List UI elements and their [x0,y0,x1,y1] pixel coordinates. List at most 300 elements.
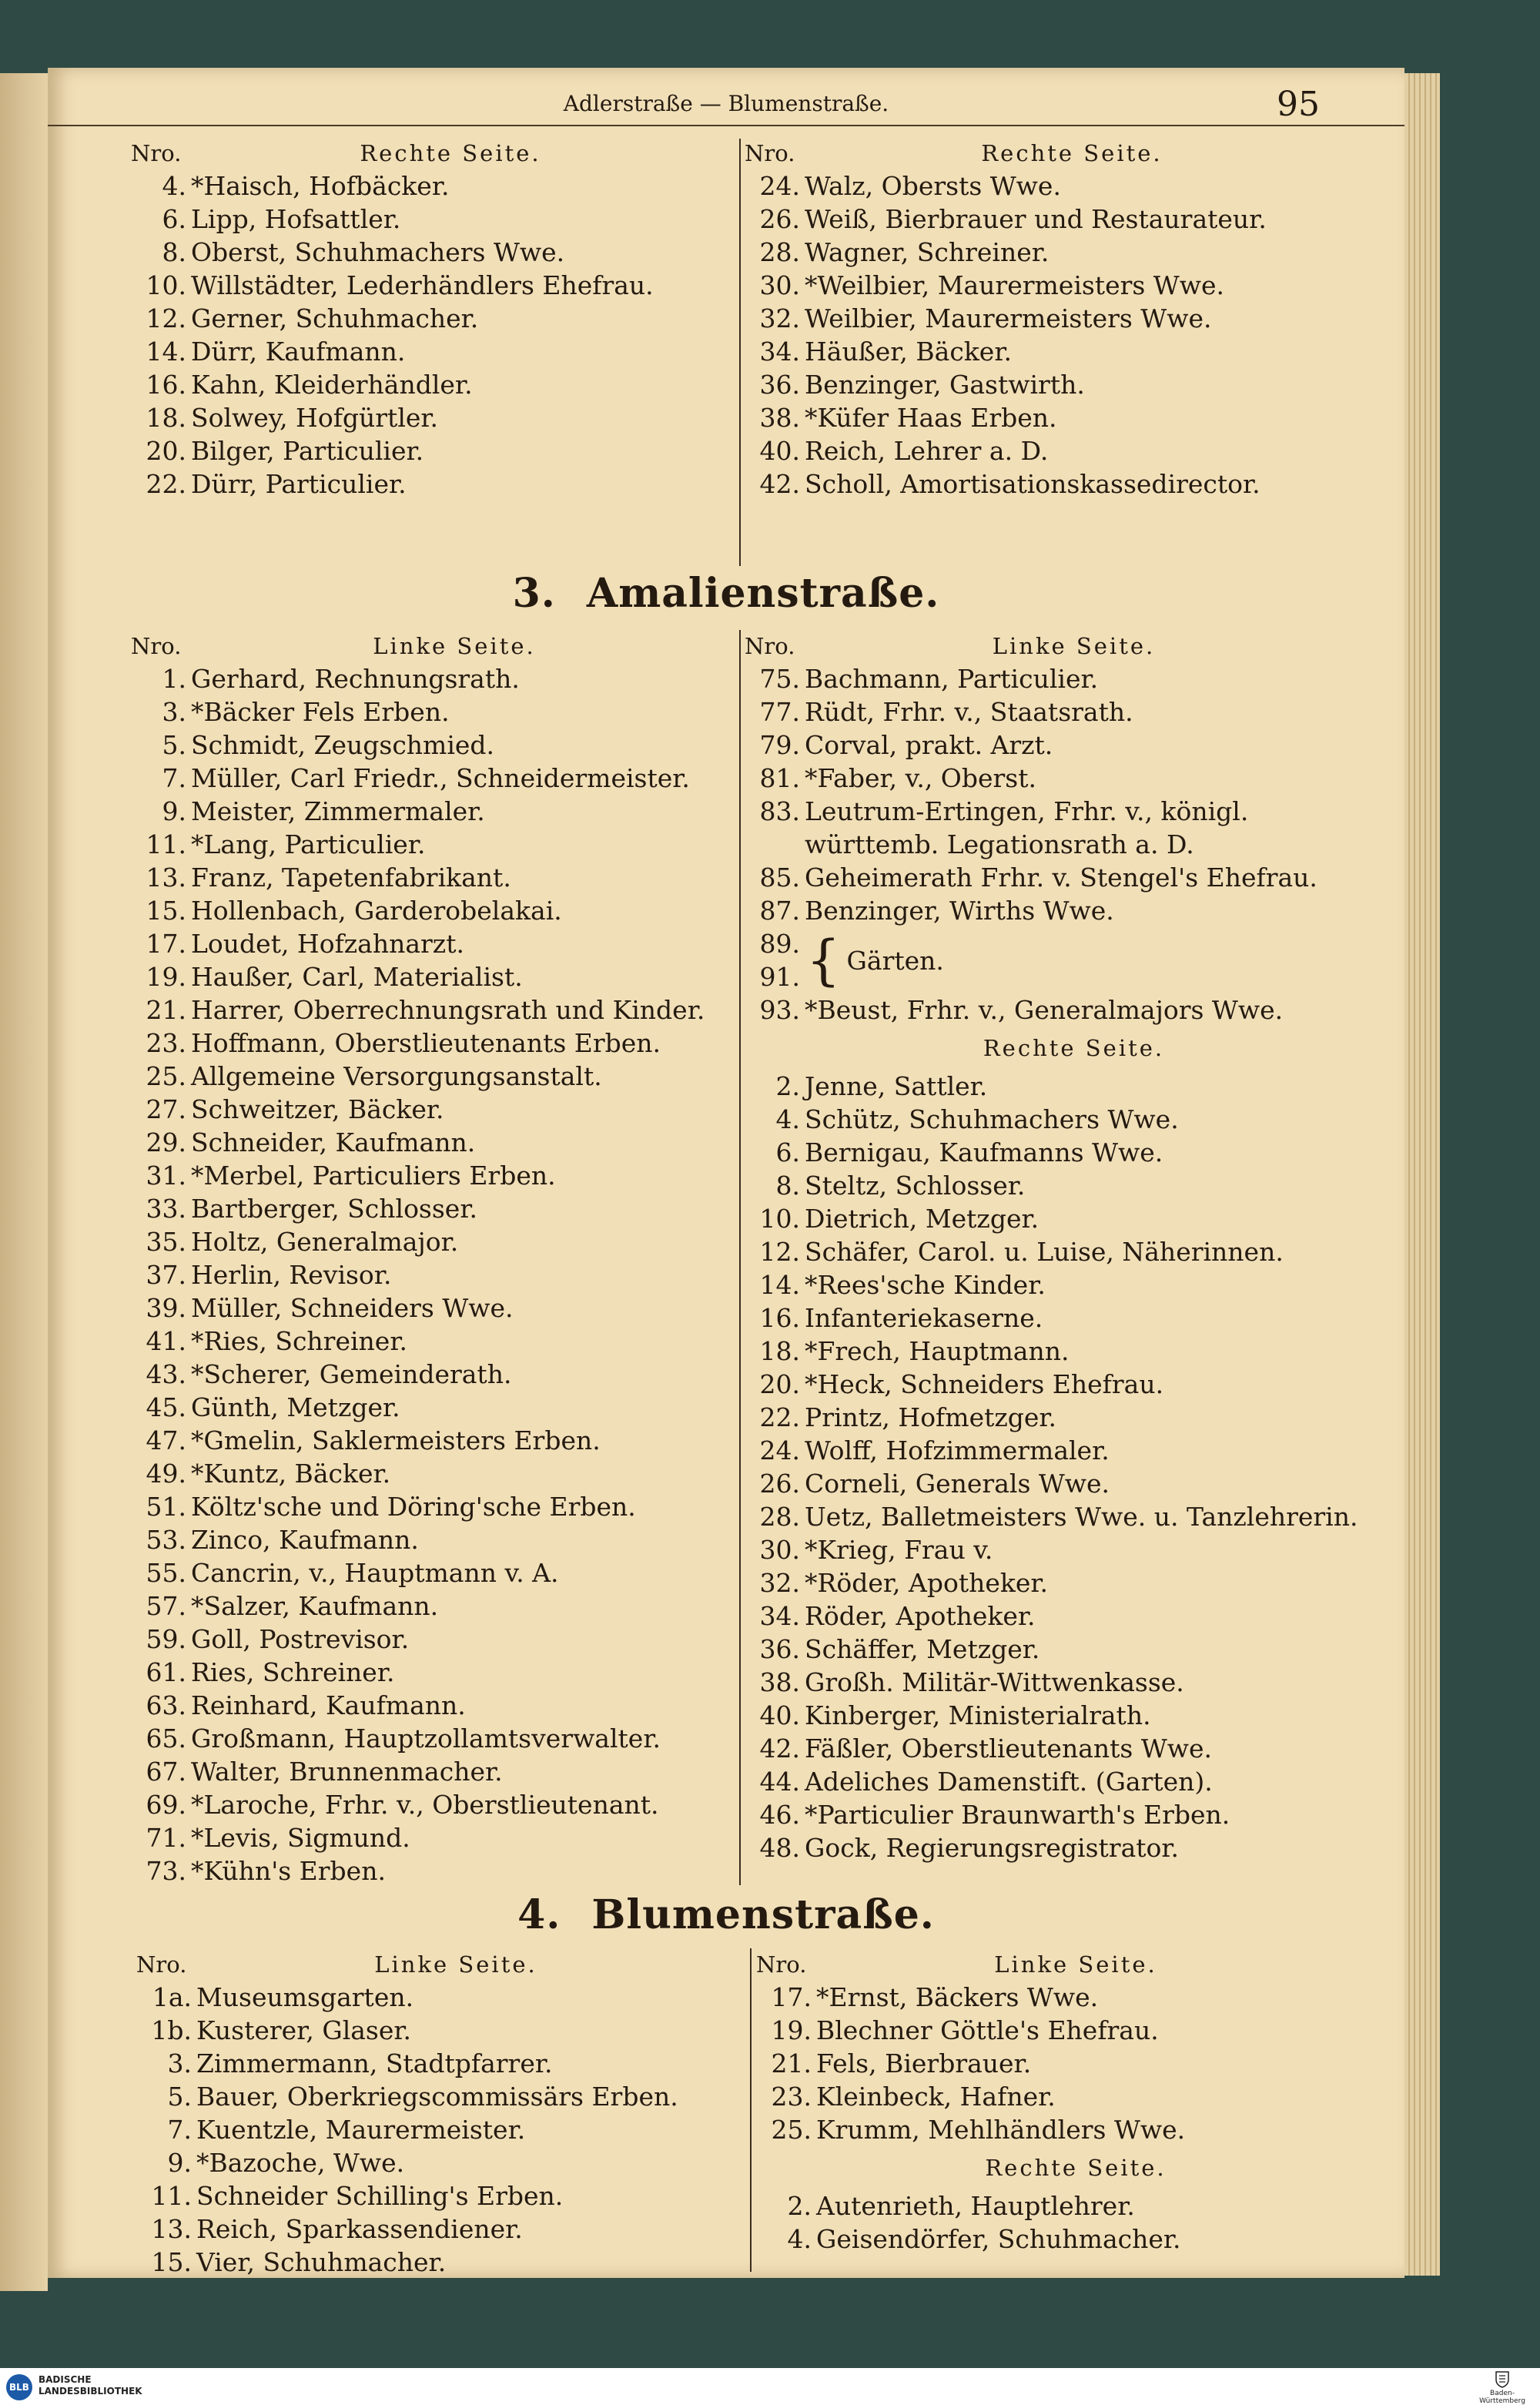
entry-text: Infanteriekaserne. [805,1303,1043,1333]
list-item [131,1722,778,1755]
list-item [131,401,770,434]
entry-number: 12. [759,1237,800,1267]
list-item [131,927,778,960]
list-item [131,1225,778,1258]
entry-number: 31. [146,1161,186,1191]
list-item [745,795,1403,828]
list-item [131,1258,778,1291]
entry-text: Benzinger, Wirths Wwe. [805,896,1114,926]
list-item [136,2146,775,2179]
entry-number: 49. [146,1459,186,1489]
list-item [131,467,770,501]
list-item [745,236,1399,269]
entry-number: 25. [771,2115,812,2145]
entry-text: *Lang, Particulier. [191,829,426,859]
list-item [131,1556,778,1589]
entry-number: 29. [146,1127,186,1157]
entry-number: 71. [146,1823,186,1853]
entry-text: Geheimerath Frhr. v. Stengel's Ehefrau. [805,863,1317,893]
entry-number: 55. [146,1558,186,1588]
list-item [131,335,770,368]
entry-number: 40. [759,1700,800,1730]
entry-text: Adeliches Damenstift. (Garten). [805,1767,1213,1797]
entry-text: *Scherer, Gemeinderath. [191,1359,512,1389]
entry-number: 91. [759,962,800,992]
entry-number: 21. [771,2048,812,2078]
list-item [131,1490,778,1523]
list-item [745,1765,1403,1798]
list-item [131,1523,778,1556]
entry-text: Meister, Zimmermaler. [191,796,485,826]
entry-number: 14. [759,1270,800,1300]
entry-text: *Beust, Frhr. v., Generalmajors Wwe. [805,995,1284,1025]
entry-number: 2. [775,1071,800,1101]
entry-number: 32. [759,303,800,333]
entry-number: 19. [771,2015,812,2045]
entry-text: Zimmermann, Stadtpfarrer. [196,2048,553,2078]
list-item [745,169,1399,203]
entry-number: 13. [146,863,186,893]
list-item [745,1467,1403,1500]
entry-text: Dietrich, Metzger. [805,1204,1040,1234]
column-side-label: Linke Seite. [994,1951,1157,1978]
list-item [745,1831,1403,1864]
list-item [745,1169,1403,1202]
entry-number: 81. [759,763,800,793]
crest-icon [1495,2371,1509,2388]
entry-text: Steltz, Schlosser. [805,1171,1026,1201]
entry-number: 40. [759,436,800,466]
list-item [131,302,770,335]
entry-number: 38. [759,403,800,433]
amalienstrasse-right-column [745,628,1403,1864]
entry-text: *Kühn's Erben. [191,1856,386,1886]
entry-text: Allgemeine Versorgungsanstalt. [191,1061,602,1091]
entry-text: *Rees'sche Kinder. [805,1270,1046,1300]
list-item [136,2080,775,2113]
entry-text: Uetz, Balletmeisters Wwe. u. Tanzlehrerin. [805,1502,1358,1532]
entry-number: 93. [759,995,800,1025]
entry-number: 24. [759,171,800,201]
entry-text: Walter, Brunnenmacher. [191,1757,503,1787]
brace-glyph: { [806,929,841,992]
entry-number: 22. [759,1402,800,1432]
entry-number: 25. [146,1061,186,1091]
section-title-blumenstrasse [48,1891,1404,1938]
list-item [131,1291,778,1325]
entry-text: Kleinbeck, Hafner. [816,2082,1056,2112]
list-item [745,1235,1403,1268]
entry-text: Schweitzer, Bäcker. [191,1094,444,1124]
list-item [131,1424,778,1457]
list-item [745,1500,1403,1533]
list-item [131,1656,778,1689]
entry-list [745,1070,1403,1864]
entry-number: 53. [146,1525,186,1555]
entry-text: Großmann, Hauptzollamtsverwalter. [191,1723,661,1754]
list-item [131,795,778,828]
entry-number: 15. [146,896,186,926]
list-item [131,1358,778,1391]
list-item [745,729,1403,762]
list-item [745,1268,1403,1301]
brace-entry-gaerten [745,927,1403,993]
entry-number: 7. [167,2115,192,2145]
entry-text: *Küfer Haas Erben. [805,403,1057,433]
entry-number: 42. [759,1733,800,1764]
entry-text: Hollenbach, Garderobelakai. [191,896,562,926]
entry-text: *Laroche, Frhr. v., Oberstlieutenant. [191,1790,659,1820]
page-header [48,79,1404,126]
list-item [131,1623,778,1656]
entry-number: 26. [759,204,800,234]
list-item [131,1755,778,1788]
entry-text: Reinhard, Kaufmann. [191,1690,466,1720]
entry-number: 17. [771,1982,812,2012]
entry-number: 14. [146,337,186,367]
list-item [745,1533,1403,1566]
list-item [745,203,1399,236]
entry-text: *Levis, Sigmund. [191,1823,410,1853]
footer-bar [0,2368,1540,2405]
entry-text: Solwey, Hofgürtler. [191,403,439,433]
list-item [756,1981,1395,2014]
entry-text: Dürr, Particulier. [191,469,407,499]
entry-text: Blechner Göttle's Ehefrau. [816,2015,1159,2045]
list-item [131,828,778,861]
list-item [745,1798,1403,1831]
entry-number: 7. [162,763,186,793]
entry-text: Bilger, Particulier. [191,436,424,466]
entry-text: Schneider Schilling's Erben. [196,2181,564,2211]
entry-text: Bauer, Oberkriegscommissärs Erben. [196,2082,678,2112]
entry-number: 42. [759,469,800,499]
list-item [745,662,1403,695]
list-item [131,269,770,302]
entry-text: Gerner, Schuhmacher. [191,303,479,333]
entry-number: 32. [759,1568,800,1598]
entry-list [745,662,1403,828]
column-nro-label: Nro. [745,140,795,166]
page-number: 95 [1277,85,1320,124]
entry-text: *Kuntz, Bäcker. [191,1459,391,1489]
entry-number: 24. [759,1435,800,1465]
entry-text: Röder, Apotheker. [805,1601,1036,1631]
entry-number: 26. [759,1469,800,1499]
entry-text: Haußer, Carl, Materialist. [191,962,523,992]
entry-text: *Haisch, Hofbäcker. [191,171,450,201]
entry-text: Zinco, Kaufmann. [191,1525,419,1555]
list-item [131,1126,778,1159]
entry-text: Bartberger, Schlosser. [191,1194,477,1224]
list-item [745,993,1403,1027]
entry-number: 47. [146,1425,186,1455]
section-name: Blumenstraße. [591,1891,935,1938]
entry-number: 37. [146,1260,186,1290]
list-item [745,1666,1403,1699]
entry-number: 63. [146,1690,186,1720]
list-item [745,1732,1403,1765]
entry-text: Reich, Sparkassendiener. [196,2214,523,2244]
entry-text: Vier, Schuhmacher. [196,2247,447,2277]
list-item [745,302,1399,335]
entry-text: Walz, Obersts Wwe. [805,171,1061,201]
list-item [131,203,770,236]
entry-number: 46. [759,1800,800,1830]
entry-number: 28. [759,237,800,267]
entry-number: 6. [775,1137,800,1167]
entry-text: Häußer, Bäcker. [805,337,1012,367]
list-item [745,1335,1403,1368]
entry-number: 39. [146,1293,186,1323]
entry-text: Fels, Bierbrauer. [816,2048,1032,2078]
column-nro-label: Nro. [131,633,182,659]
list-item [131,894,778,927]
bw-label: Baden-Württemberg [1479,2390,1525,2405]
list-item [131,1159,778,1192]
entry-list [131,662,778,1887]
list-item [131,236,770,269]
list-item [131,695,778,729]
entry-text: *Röder, Apotheker. [805,1568,1049,1598]
entry-number: 33. [146,1194,186,1224]
entry-list [756,1981,1395,2146]
list-item [745,467,1399,501]
list-item [131,368,770,401]
previous-page-edge [0,73,48,2291]
entry-number: 9. [162,796,186,826]
list-item [745,1599,1403,1633]
list-item [131,169,770,203]
list-item [745,1699,1403,1732]
column-divider [739,630,741,1885]
entry-text: Wagner, Schreiner. [805,237,1050,267]
column-side-label: Linke Seite. [374,1951,537,1978]
page-block-edge [1404,73,1440,2276]
entry-number: 1a. [152,1982,192,2012]
column-side-label: Rechte Seite. [981,140,1163,166]
entry-text: *Heck, Schneiders Ehefrau. [805,1369,1164,1399]
entry-number: 45. [146,1392,186,1422]
list-item [756,2047,1395,2080]
entry-number: 79. [759,730,800,760]
list-item [745,1633,1403,1666]
entry-number: 6. [162,204,186,234]
entry-number: 59. [146,1624,186,1654]
list-item [136,2113,775,2146]
column-divider [739,139,741,566]
entry-text: Fäßler, Oberstlieutenants Wwe. [805,1733,1212,1764]
book-page [48,68,1404,2278]
entry-text: Költz'sche und Döring'sche Erben. [191,1492,636,1522]
entry-number: 51. [146,1492,186,1522]
list-item [745,1070,1403,1103]
entry-text: Rüdt, Frhr. v., Staatsrath. [805,697,1133,727]
entry-text: Dürr, Kaufmann. [191,337,406,367]
baden-wuerttemberg-logo [1468,2371,1537,2405]
entry-text: Geisendörfer, Schuhmacher. [816,2224,1181,2254]
entry-number: 65. [146,1723,186,1754]
entry-text: Schäfer, Carol. u. Luise, Näherinnen. [805,1237,1284,1267]
entry-number: 5. [167,2082,192,2112]
list-item [131,1457,778,1490]
list-item [745,1434,1403,1467]
list-item [756,2222,1395,2256]
section-number: 3. [512,570,556,617]
entry-number: 4. [775,1104,800,1134]
entry-text: *Krieg, Frau v. [805,1535,993,1565]
list-item [131,662,778,695]
entry-number: 83. [759,796,800,826]
entry-number: 36. [759,370,800,400]
entry-number: 8. [775,1171,800,1201]
entry-number: 4. [787,2224,812,2254]
entry-number: 2. [787,2191,812,2221]
entry-text: Loudet, Hofzahnarzt. [191,929,464,959]
entry-text: Kahn, Kleiderhändler. [191,370,473,400]
entry-number: 11. [151,2181,192,2211]
entry-text: *Particulier Braunwarth's Erben. [805,1800,1230,1830]
entry-text: Herlin, Revisor. [191,1260,392,1290]
entry-number: 23. [771,2082,812,2112]
entry-text: Printz, Hofmetzger. [805,1402,1057,1432]
entry-text: Museumsgarten. [196,1982,414,2012]
entry-number: 20. [146,436,186,466]
entry-number: 41. [146,1326,186,1356]
entry-number: 16. [759,1303,800,1333]
adlerstrasse-right-side-column-b [745,136,1399,501]
column-nro-label: Nro. [131,140,182,166]
entry-text: Autenrieth, Hauptlehrer. [816,2191,1135,2221]
entry-text: Oberst, Schuhmachers Wwe. [191,237,565,267]
entry-number: 16. [146,370,186,400]
list-item [131,1589,778,1623]
entry-number: 43. [146,1359,186,1389]
entry-text: Jenne, Sattler. [805,1071,988,1101]
entry-text: Hoffmann, Oberstlieutenants Erben. [191,1028,661,1058]
list-item [131,762,778,795]
list-item [745,1103,1403,1136]
list-item [745,335,1399,368]
entry-text: Willstädter, Lederhändlers Ehefrau. [191,270,654,300]
list-item [131,1060,778,1093]
entry-text: Schmidt, Zeugschmied. [191,730,495,760]
entry-number: 13. [151,2214,192,2244]
list-item [745,1136,1403,1169]
section-number: 4. [517,1891,561,1938]
entry-text: Schneider, Kaufmann. [191,1127,476,1157]
entry-text: Großh. Militär-Wittwenkasse. [805,1667,1184,1697]
entry-number: 3. [162,697,186,727]
entry-number: 4. [162,171,186,201]
list-item [131,729,778,762]
entry-text: Kinberger, Ministerialrath. [805,1700,1151,1730]
list-item [745,1401,1403,1434]
list-item [745,1566,1403,1599]
entry-number: 30. [759,270,800,300]
entry-number: 57. [146,1591,186,1621]
list-item [131,1391,778,1424]
entry-text: Lipp, Hofsattler. [191,204,401,234]
list-item [756,2080,1395,2113]
entry-number: 38. [759,1667,800,1697]
entry-text: *Ries, Schreiner. [191,1326,407,1356]
list-item [131,1027,778,1060]
entry-number: 18. [759,1336,800,1366]
entry-number: 36. [759,1634,800,1664]
entry-text: *Gmelin, Saklermeisters Erben. [191,1425,601,1455]
entry-number: 85. [759,863,800,893]
entry-text: Müller, Schneiders Wwe. [191,1293,514,1323]
entry-number: 34. [759,337,800,367]
list-item [745,762,1403,795]
entry-text: Weiß, Bierbrauer und Restaurateur. [805,204,1267,234]
list-item [131,1788,778,1821]
entry-number: 67. [146,1757,186,1787]
entry-number: 9. [167,2148,192,2178]
list-item [745,401,1399,434]
entry-number: 35. [146,1227,186,1257]
entry-number: 48. [759,1833,800,1863]
list-item [745,1301,1403,1335]
entry-text: Bachmann, Particulier. [805,664,1099,694]
list-item [745,434,1399,467]
entry-number: 19. [146,962,186,992]
blb-logo-icon: BLB [6,2374,32,2400]
entry-number: 69. [146,1790,186,1820]
list-item [131,1821,778,1854]
entry-number: 87. [759,896,800,926]
entry-text: Scholl, Amortisationskassedirector. [805,469,1260,499]
list-item [136,2246,775,2279]
list-item [745,861,1403,894]
entry-number: 77. [759,697,800,727]
column-nro-label: Nro. [756,1951,807,1978]
list-item [745,1368,1403,1401]
entry-list [136,1981,775,2279]
entry-number: 27. [146,1094,186,1124]
entry-number: 10. [759,1204,800,1234]
entry-number: 1b. [151,2015,192,2045]
entry-continuation: württemb. Legationsrath a. D. [805,829,1194,859]
entry-number: 1. [162,664,186,694]
list-item [756,2113,1395,2146]
entry-number: 18. [146,403,186,433]
subheading-rechte-seite: Rechte Seite. [985,2155,1167,2181]
entry-number: 21. [146,995,186,1025]
list-item [745,695,1403,729]
entry-list [745,861,1403,927]
entry-text: Harrer, Oberrechnungsrath und Kinder. [191,995,705,1025]
entry-number: 61. [146,1657,186,1687]
list-item [131,434,770,467]
entry-text: Corneli, Generals Wwe. [805,1469,1110,1499]
column-nro-label: Nro. [745,633,795,659]
list-item [745,894,1403,927]
entry-number: 23. [146,1028,186,1058]
entry-number: 11. [146,829,186,859]
list-item [131,1854,778,1887]
entry-text: Reich, Lehrer a. D. [805,436,1049,466]
entry-number: 89. [759,929,800,959]
entry-text: *Merbel, Particuliers Erben. [191,1161,556,1191]
entry-text: *Frech, Hauptmann. [805,1336,1070,1366]
list-item [756,2189,1395,2222]
entry-list [745,993,1403,1027]
list-item [131,1689,778,1722]
entry-number: 8. [162,237,186,267]
entry-text: Leutrum-Ertingen, Frhr. v., königl. [805,796,1249,826]
